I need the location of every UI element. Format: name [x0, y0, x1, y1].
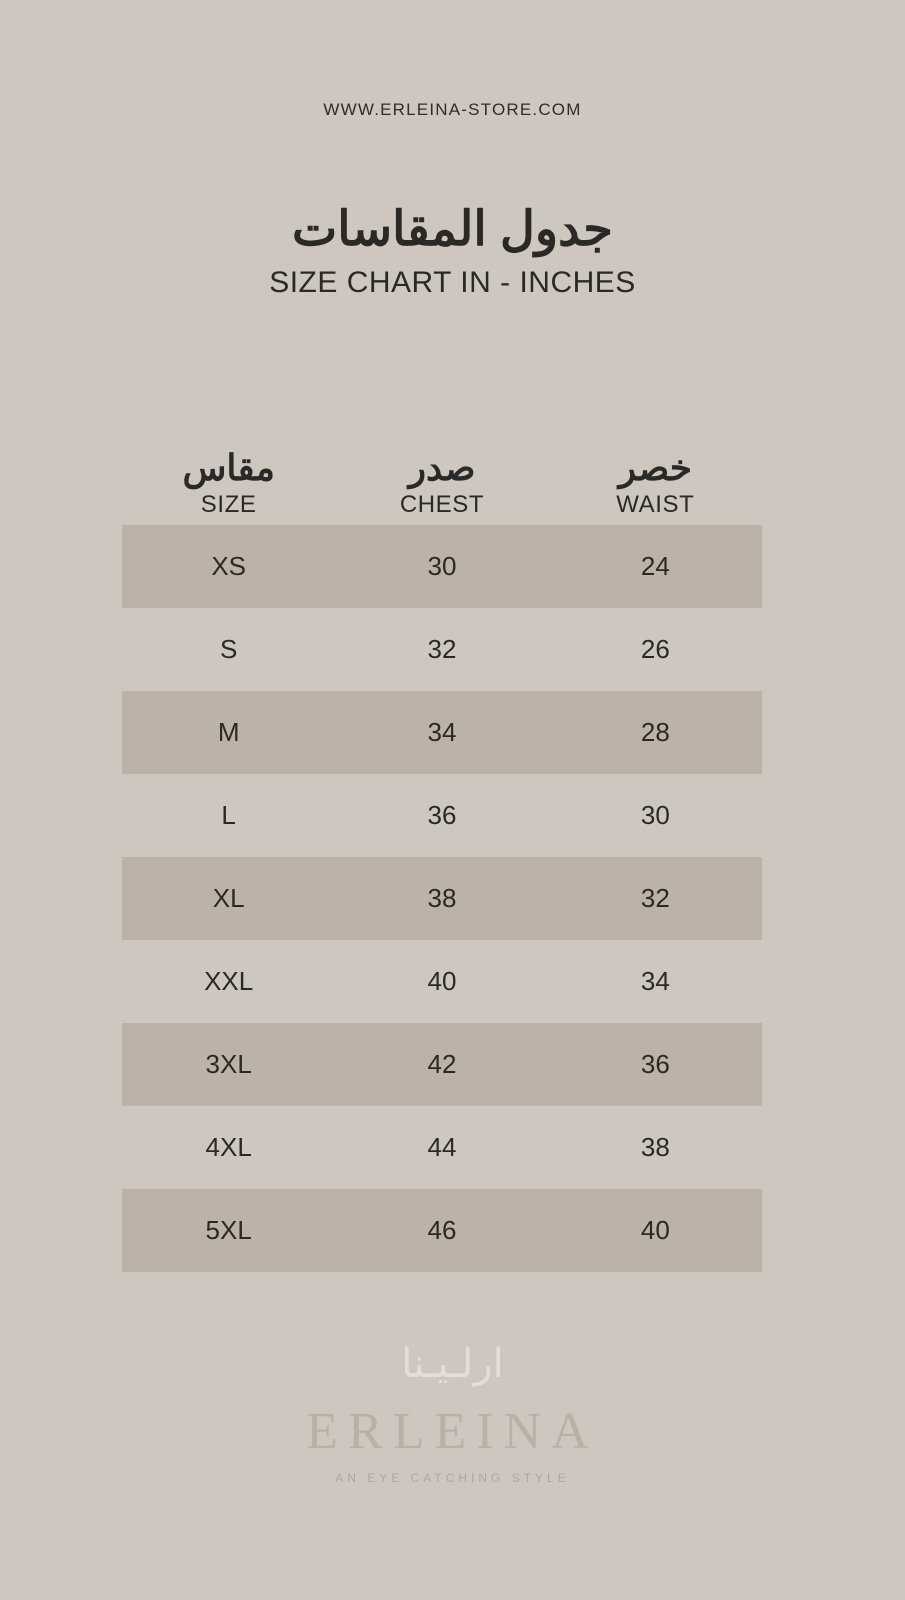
table-row: [122, 774, 762, 857]
page-title-english: SIZE CHART IN - INCHES: [269, 266, 636, 299]
column-header-size-arabic: مقاس: [182, 446, 275, 488]
cell-waist: 36: [640, 1049, 670, 1079]
table-row: [122, 1106, 762, 1189]
size-chart-table: [122, 405, 762, 1272]
cell-chest: 32: [427, 634, 457, 664]
cell-waist: 30: [640, 800, 670, 830]
brand-tagline: AN EYE CATCHING STYLE: [335, 1471, 570, 1485]
cell-size: 3XL: [205, 1049, 252, 1079]
table-row: [122, 940, 762, 1023]
cell-waist: 34: [640, 966, 670, 996]
brand-logo-english: ERLEINA: [306, 1403, 599, 1460]
cell-size: 5XL: [205, 1215, 252, 1245]
column-header-chest-arabic: صدر: [408, 446, 476, 488]
cell-waist: 40: [640, 1215, 670, 1245]
cell-chest: 44: [427, 1132, 457, 1162]
cell-waist: 24: [640, 551, 670, 581]
cell-chest: 46: [427, 1215, 457, 1245]
column-header-size: [122, 446, 335, 525]
brand-footer: [0, 1340, 905, 1485]
cell-waist: 26: [640, 634, 670, 664]
cell-size: XL: [212, 883, 245, 913]
page-title-arabic: جدول المقاسات: [292, 203, 613, 256]
column-header-chest-english: CHEST: [399, 491, 485, 518]
table-row: [122, 1023, 762, 1106]
cell-chest: 42: [427, 1049, 457, 1079]
table-row: [122, 525, 762, 608]
cell-waist: 38: [640, 1132, 670, 1162]
cell-size: 4XL: [205, 1132, 252, 1162]
table-row: [122, 691, 762, 774]
site-url: WWW.ERLEINA-STORE.COM: [323, 100, 582, 119]
table-row: [122, 857, 762, 940]
cell-chest: 36: [427, 800, 457, 830]
column-header-waist-english: WAIST: [616, 491, 695, 518]
cell-chest: 30: [427, 551, 457, 581]
cell-size: S: [219, 634, 238, 664]
table-header-row: [122, 405, 762, 525]
cell-chest: 40: [427, 966, 457, 996]
cell-size: L: [221, 800, 236, 830]
cell-size: M: [217, 717, 240, 747]
brand-logo-arabic: ارلـيـنا: [401, 1342, 504, 1386]
table-row: [122, 1189, 762, 1272]
table-row: [122, 608, 762, 691]
cell-waist: 28: [640, 717, 670, 747]
column-header-chest: [335, 446, 548, 525]
column-header-size-english: SIZE: [200, 491, 257, 518]
cell-chest: 34: [427, 717, 457, 747]
column-header-waist: [549, 446, 762, 525]
cell-size: XS: [211, 551, 246, 581]
page-title: [0, 200, 905, 300]
cell-chest: 38: [427, 883, 457, 913]
column-header-waist-arabic: خصر: [618, 446, 692, 488]
cell-waist: 32: [640, 883, 670, 913]
cell-size: XXL: [204, 966, 254, 996]
